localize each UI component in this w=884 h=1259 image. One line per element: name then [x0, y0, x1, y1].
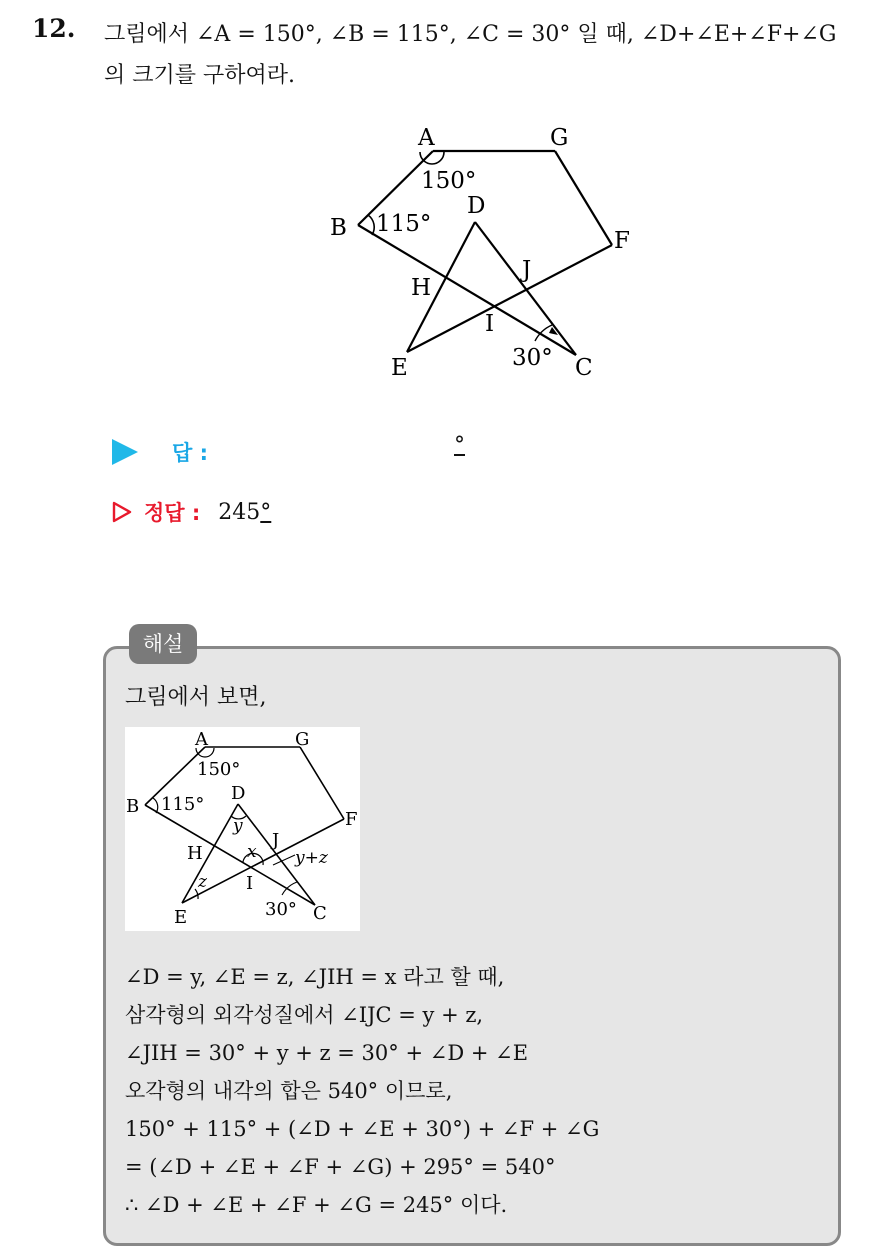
sol-label-e: E [174, 907, 188, 928]
answer-label: 답 : [172, 441, 208, 465]
solution-line: 삼각형의 외각성질에서 ∠IJC = y + z, [125, 1003, 484, 1027]
correct-answer-value: 245° [218, 499, 272, 525]
solution-geometry-figure [125, 727, 360, 931]
label-e: E [391, 355, 408, 381]
solution-line: ∠D = y, ∠E = z, ∠JIH = x 라고 할 때, [125, 965, 505, 989]
sol-label-a: A [195, 729, 208, 750]
sol-angle-b-value: 115° [161, 794, 205, 815]
sol-label-g: G [295, 729, 310, 750]
play-triangle-icon [112, 439, 138, 465]
geometry-figure [320, 115, 630, 390]
sol-var-yz: y+z [295, 848, 328, 868]
solution-lines [125, 958, 599, 1224]
question-text [104, 14, 874, 96]
label-a: A [418, 125, 435, 151]
sol-label-h: H [187, 843, 203, 864]
angle-arc-a [420, 152, 444, 164]
sol-var-z: z [198, 872, 207, 892]
sol-label-c: C [313, 903, 327, 924]
solution-line: ∴ ∠D + ∠E + ∠F + ∠G = 245° 이다. [125, 1193, 508, 1217]
sol-var-x: x [247, 842, 257, 862]
solution-line: 150° + 115° + (∠D + ∠E + 30°) + ∠F + ∠G [125, 1117, 600, 1141]
angle-a-value: 150° [421, 168, 477, 194]
label-b: B [330, 215, 347, 241]
correct-answer-label: 정답 : [144, 501, 201, 525]
sol-var-y: y [233, 816, 243, 836]
sol-label-b: B [126, 796, 140, 817]
label-i: I [485, 311, 495, 337]
label-f: F [614, 228, 630, 254]
sol-angle-a-value: 150° [197, 759, 241, 780]
solution-line: = (∠D + ∠E + ∠F + ∠G) + 295° = 540° [125, 1155, 556, 1179]
outline-triangle-icon [112, 501, 132, 523]
angle-b-value: 115° [376, 211, 432, 237]
label-g: G [550, 125, 569, 151]
question-line-1: 그림에서 ∠A = 150°, ∠B = 115°, ∠C = 30° 일 때, ∠D+∠E+∠F+∠G [104, 22, 837, 47]
label-c: C [575, 355, 593, 381]
segment-bc [358, 225, 576, 355]
answer-unit-blank[interactable]: ° [454, 433, 465, 458]
label-h: H [411, 275, 432, 301]
segment-fe [407, 245, 612, 352]
question-number: 12. [32, 14, 76, 43]
solution-tag: 해설 [129, 624, 197, 664]
angle-c-value: 30° [512, 345, 553, 371]
label-d: D [467, 193, 486, 219]
solution-line: ∠JIH = 30° + y + z = 30° + ∠D + ∠E [125, 1041, 529, 1065]
label-j: J [522, 257, 532, 283]
question-line-2: 의 크기를 구하여라. [104, 63, 295, 88]
sol-angle-c-value: 30° [265, 899, 297, 920]
sol-segment-gf [300, 747, 344, 819]
sol-label-i: I [246, 873, 254, 894]
solution-figure-panel [125, 727, 360, 931]
sol-segment-bc [145, 805, 315, 905]
segment-gf [555, 151, 612, 245]
answer-row [112, 437, 208, 467]
solution-intro: 그림에서 보면, [125, 685, 267, 710]
correct-answer-row [112, 497, 271, 527]
sol-label-d: D [231, 783, 246, 804]
sol-label-j: J [272, 830, 280, 851]
solution-line: 오각형의 내각의 합은 540° 이므로, [125, 1079, 453, 1103]
sol-label-f: F [345, 809, 358, 830]
